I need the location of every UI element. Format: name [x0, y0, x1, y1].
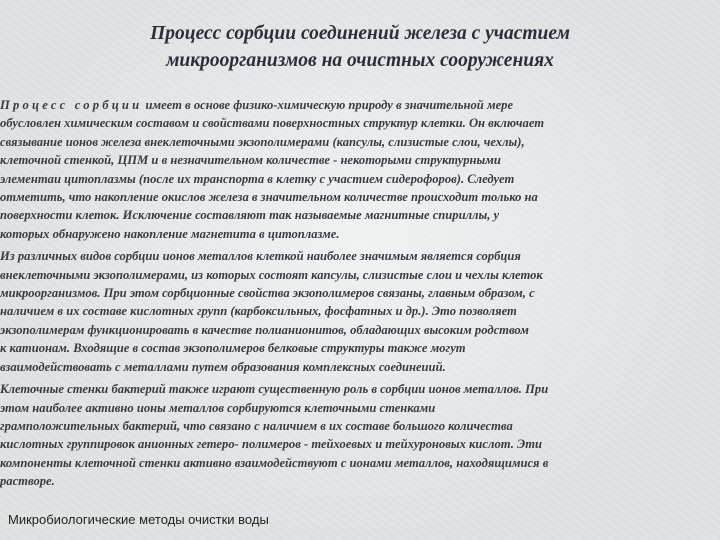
text-line: к катионам. Входящие в состав экзополимеров белковые структуры также могут: [0, 341, 466, 356]
text-line: микроорганизмов. При этом сорбционные свойства экзополимеров связаны, главным образом, с: [0, 286, 535, 301]
paragraph-exopolymers: [0, 247, 718, 376]
text-line: связывание ионов железа внеклеточными экзополимерами (капсулы, слизистые слои, чехлы),: [0, 134, 525, 149]
text-line: обусловлен химическим составом и свойствами поверхностных структур клетки. Он включает: [0, 116, 545, 131]
text-line: поверхности клеток. Исключение составляют так называемые магнитные спириллы, у: [0, 208, 500, 223]
text-line: которых обнаружено накопление магнетита в цитоплазме.: [0, 226, 340, 241]
text-line: Клеточные стенки бактерий также играют существенную роль в сорбции ионов металлов. При: [0, 382, 549, 397]
text-line: отметить, что накопление окислов железа в значительном количестве происходит только на: [0, 190, 538, 205]
lead-rest: имеет в основе физико-химическую природу в значительной мере: [142, 98, 514, 112]
text-line: элементаи цитоплазмы (после их транспорта в клетку с участием сидерофоров). Следует: [0, 171, 515, 186]
text-line: растворе.: [0, 474, 55, 489]
text-line: [0, 96, 718, 114]
text-line: внеклеточными экзополимерами, из которых состоят капсулы, слизистые слои и чехлы клеток: [0, 267, 543, 282]
text-line: экзополимерам функционировать в качестве полианионитов, обладающих высоким родством: [0, 322, 529, 337]
footer-caption: Микробиологические методы очистки воды: [8, 512, 269, 527]
text-line: наличием в их составе кислотных групп (карбоксильных, фосфатных и др.). Это позволяет: [0, 304, 517, 319]
paragraph-cell-walls: [0, 380, 718, 490]
text-line: взаимодействовать с металлами путем образования комплексных соединеиий.: [0, 359, 446, 374]
text-line: Из различных видов сорбции ионов металлов клеткой наиболее значимым является сорбция: [0, 249, 521, 264]
slide-title: [80, 20, 640, 74]
slide-body: [0, 96, 718, 495]
paragraph-sorption-process: [0, 96, 718, 243]
slide-title-line-2: микроорганизмов на очистных сооружениях: [166, 50, 554, 71]
lead-term: Процесс сорбции: [0, 98, 143, 112]
text-line: грамположительных бактерий, что связано с наличием в их составе большого количества: [0, 418, 513, 433]
text-line: кислотных группировок анионных гетеро- полимеров - тейхоевых и тейхуроновых кислот. Эти: [0, 437, 543, 452]
text-line: компоненты клеточной стенки активно взаимодействуют с ионами металлов, находящимися в: [0, 455, 549, 470]
text-line: этом наиболее активно ионы металлов сорбируются клеточными стенками: [0, 400, 436, 415]
slide-title-line-1: Процесс сорбции соединений железа с участием: [150, 23, 570, 44]
text-line: клеточной стенкой, ЦПМ и в незначительном количестве - некоторыми структурными: [0, 153, 501, 168]
